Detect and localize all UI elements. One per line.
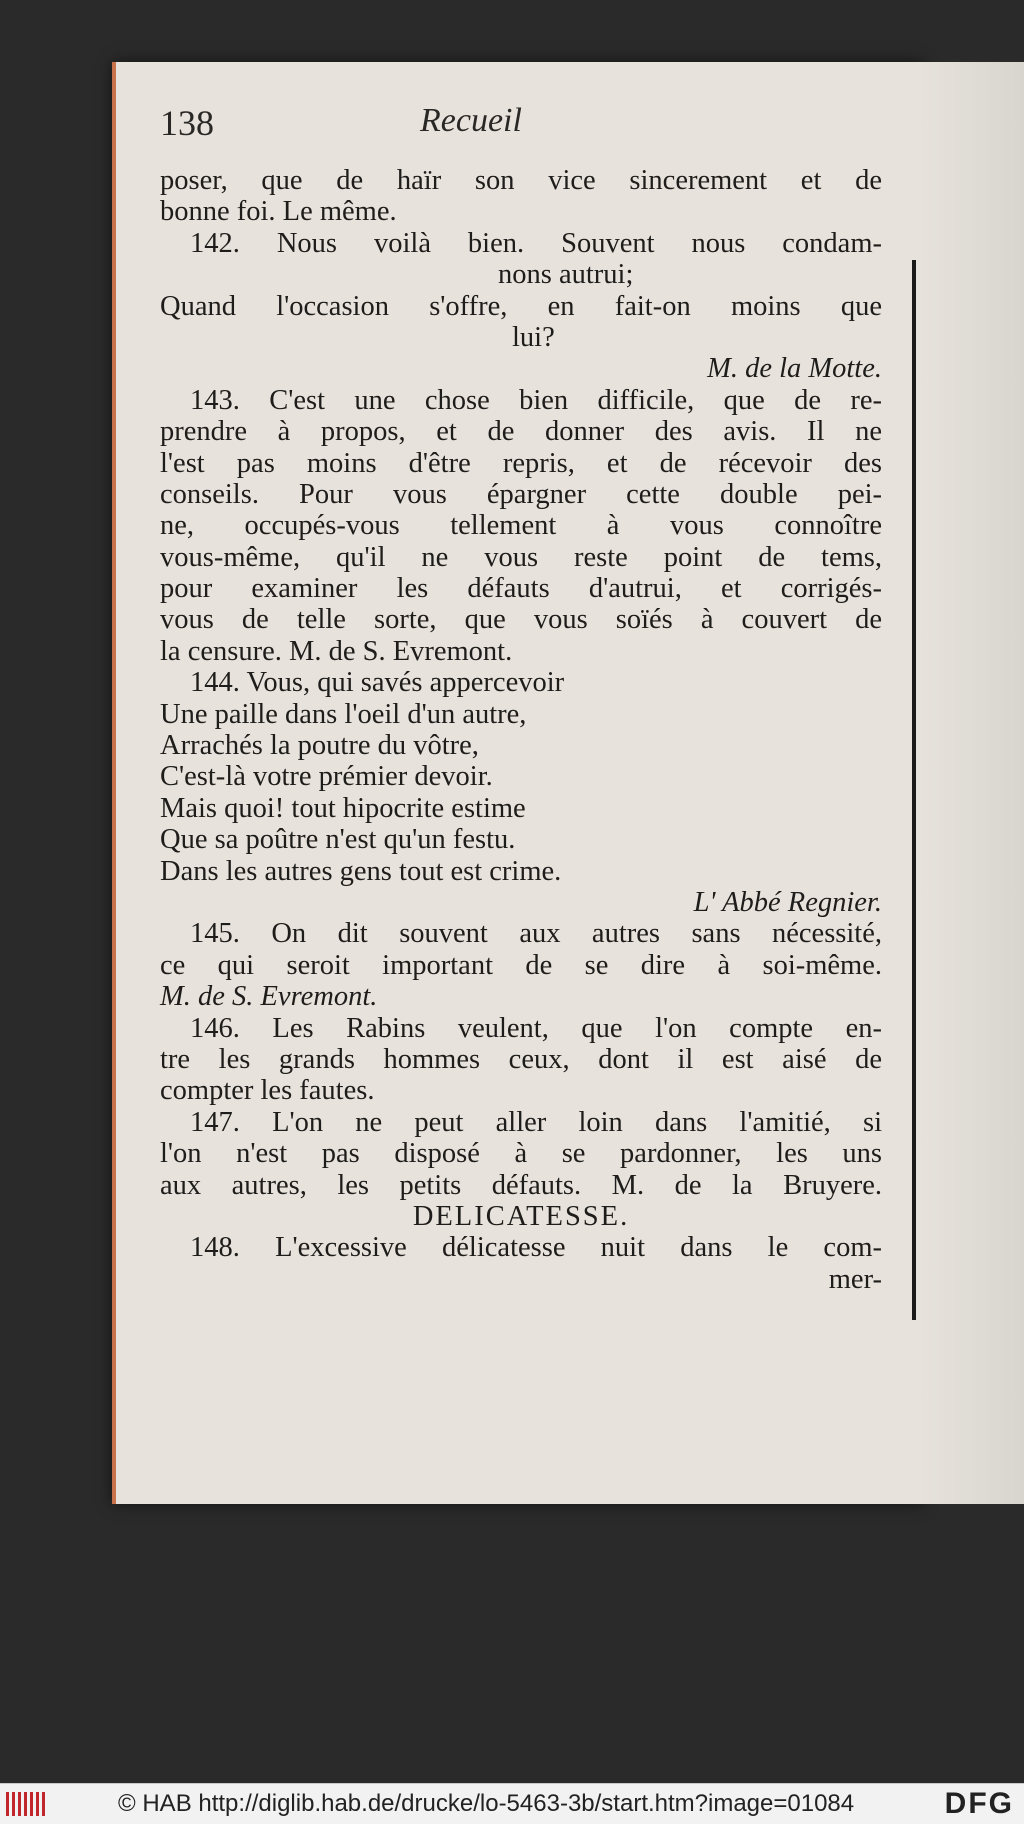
page-body (160, 165, 882, 1295)
entry-144: 144. Vous, qui savés appercevoir (190, 667, 565, 699)
catchword: mer- (828, 1263, 882, 1295)
text-line: vous de telle sorte, que vous soïés à couvert de (160, 604, 882, 636)
page-header (160, 102, 880, 162)
entry-147: 147. L'on ne peut aller loin dans l'amitié, si (190, 1106, 882, 1138)
attribution: L' Abbé Regnier. (693, 886, 882, 918)
text-line: pour examiner les défauts d'autrui, et corrigés- (160, 573, 882, 605)
text-line: nons autrui; (498, 259, 634, 291)
text-line: prendre à propos, et de donner des avis. Il ne (160, 416, 882, 448)
page-crop-edge (912, 260, 916, 1320)
entry-145: 145. On dit souvent aux autres sans nécessité, (190, 918, 882, 950)
text-line: ne, occupés-vous tellement à vous connoître (160, 510, 882, 542)
text-line: ce qui seroit important de se dire à soi-même. (160, 949, 882, 981)
verse-line: C'est-là votre prémier devoir. (160, 761, 493, 793)
text-line: compter les fautes. (160, 1075, 375, 1107)
text-line: tre les grands hommes ceux, dont il est aisé de (160, 1043, 882, 1075)
verse-line: Une paille dans l'oeil d'un autre, (160, 698, 527, 730)
copyright-link[interactable]: © HAB http://diglib.hab.de/drucke/lo-5463-3b/start.htm?image=01084 (118, 1790, 855, 1817)
viewer-footer (0, 1783, 1024, 1824)
page-number: 138 (160, 103, 214, 143)
attribution: M. de la Motte. (707, 353, 882, 385)
running-head: Recueil (420, 102, 522, 139)
verse-line: Mais quoi! tout hipocrite estime (160, 792, 526, 824)
text-line: aux autres, les petits défauts. M. de la Bruyere. (160, 1169, 882, 1201)
section-heading: DELICATESSE. (412, 1200, 630, 1232)
text-line: lui? (512, 321, 555, 353)
text-line: l'on n'est pas disposé à se pardonner, les uns (160, 1138, 882, 1170)
text-line: la censure. M. de S. Evremont. (160, 635, 513, 667)
entry-148: 148. L'excessive délicatesse nuit dans le com- (190, 1232, 882, 1264)
barcode-icon (6, 1792, 48, 1816)
entry-143: 143. C'est une chose bien difficile, que de re- (190, 384, 882, 416)
entry-142: 142. Nous voilà bien. Souvent nous condam- (190, 227, 882, 259)
entry-146: 146. Les Rabins veulent, que l'on compte en- (190, 1012, 882, 1044)
verse-line: Dans les autres gens tout est crime. (160, 855, 562, 887)
verse-line: Arrachés la poutre du vôtre, (160, 730, 479, 762)
dfg-logo: DFG (944, 1787, 1014, 1820)
text-line: bonne foi. Le même. (160, 196, 397, 228)
attribution: M. de S. Evremont. (160, 981, 378, 1013)
text-line: vous-même, qu'il ne vous reste point de tems, (160, 541, 882, 573)
text-line: poser, que de haïr son vice sincerement et de (160, 165, 882, 196)
text-line: conseils. Pour vous épargner cette double pei- (160, 478, 882, 510)
verse-line: Que sa poûtre n'est qu'un festu. (160, 824, 516, 856)
page-gutter (916, 62, 1024, 1504)
text-line: Quand l'occasion s'offre, en fait-on moins que (160, 290, 882, 322)
text-line: l'est pas moins d'être repris, et de récevoir des (160, 447, 882, 479)
